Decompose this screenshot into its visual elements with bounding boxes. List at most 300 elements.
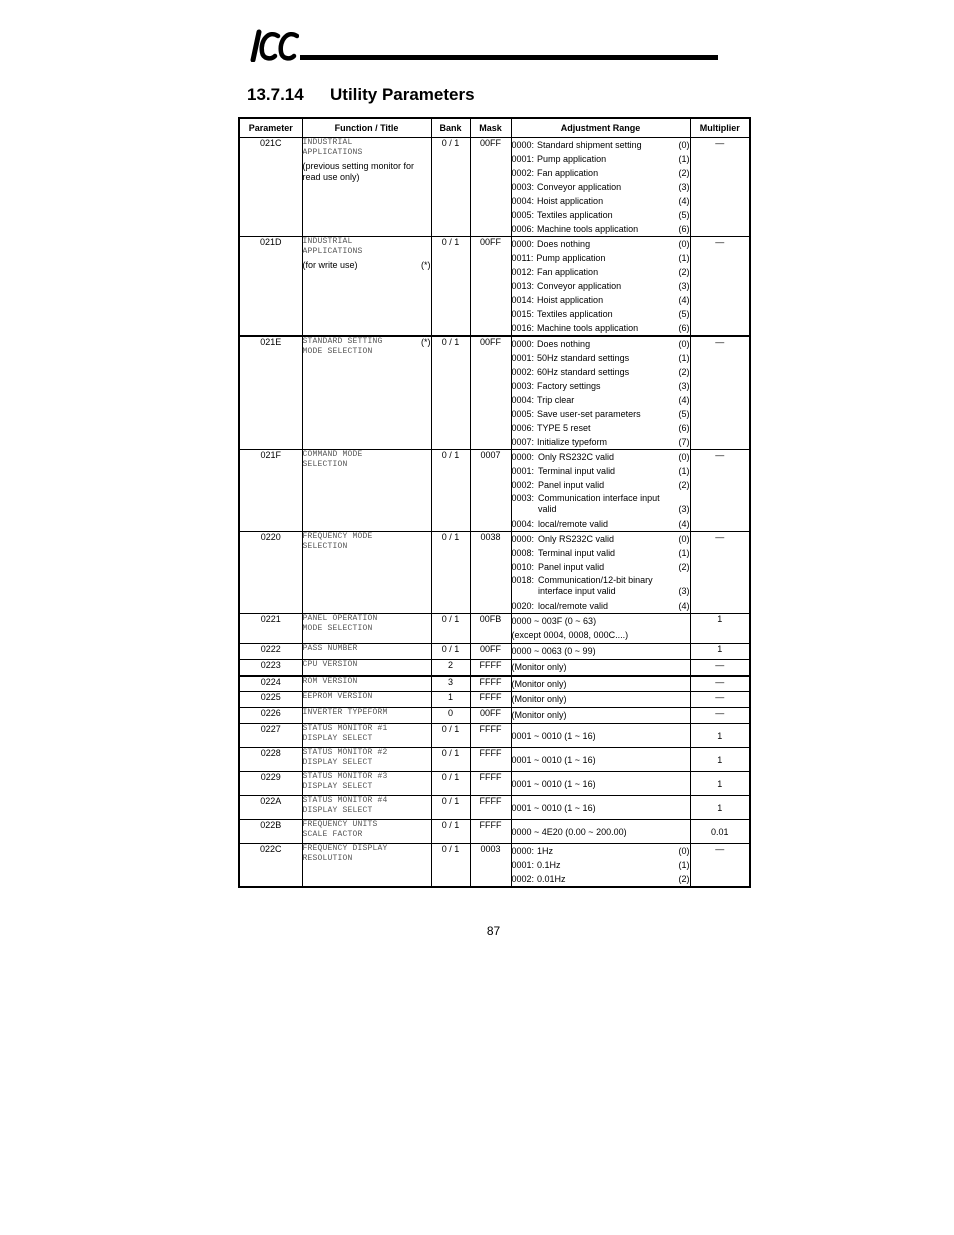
range-option-text [512,321,675,335]
table-row [239,138,750,237]
function-title-row [303,644,431,654]
function-cell [302,644,431,660]
function-title: EEPROM VERSION [302,692,373,701]
range-option-text [512,560,675,574]
table-row [239,692,750,708]
range-option-value: (1) [678,353,690,363]
range-option-label: Communication/12-bit binary interface input valid [538,575,653,596]
function-title-row [303,844,431,864]
function-title: COMMAND MODE SELECTION [302,450,363,469]
range-option-code: 0004: [511,395,535,405]
range-option-label: 50Hz standard settings [537,353,630,363]
function-title-row [303,614,431,634]
range-option-value: (2) [678,480,690,490]
range-option-code: 0001: [511,860,535,870]
multiplier-cell: — [690,336,750,450]
function-title: INDUSTRIAL APPLICATIONS [302,237,363,256]
parameter-cell: 022B [239,820,302,844]
mask-cell: 0003 [470,844,511,888]
range-option-value: (1) [678,548,690,558]
function-title-row [303,138,431,158]
adjustment-range-cell [511,692,690,708]
range-option-code: 0001: [511,154,535,164]
range-option [512,858,690,872]
function-title: ROM VERSION [302,676,358,686]
range-option-text [512,435,675,449]
range-option-value: (2) [678,874,690,884]
function-cell [302,748,431,772]
function-title-row [303,337,431,357]
range-option-label: 60Hz standard settings [537,367,630,377]
function-cell [302,450,431,532]
range-option-label: Standard shipment setting [537,140,642,150]
bank-cell: 0 / 1 [431,532,470,614]
range-option-value: (5) [678,210,690,220]
range-option-text [512,546,675,560]
function-cell [302,336,431,450]
range-option [512,872,690,886]
function-title: FREQUENCY MODE SELECTION [302,532,373,551]
range-option-code: 0001: [511,353,535,363]
range-option [512,532,690,546]
range-option [512,421,690,435]
range-option-code: 0015: [511,309,535,319]
range-option-value: (2) [678,367,690,377]
range-option [512,208,690,222]
parameter-cell: 0229 [239,772,302,796]
range-option-label: Textiles application [537,210,613,220]
multiplier-cell: — [690,450,750,532]
adjustment-range-cell [511,660,690,676]
range-text: 0000 ~ 003F (0 ~ 63) [511,616,597,626]
range-option-value: (4) [678,601,690,611]
range-option [512,407,690,421]
range-option [512,180,690,194]
function-title: STATUS MONITOR #4 DISPLAY SELECT [302,796,388,815]
range-text: 0001 ~ 0010 (1 ~ 16) [511,802,596,813]
function-cell [302,772,431,796]
table-row [239,450,750,532]
table-row [239,237,750,337]
range-option-label: 0.01Hz [537,874,566,884]
range-option-value: (6) [678,423,690,433]
range-option-value: (3) [678,504,690,514]
range-option [512,844,690,858]
range-option-value: (0) [678,534,690,544]
range-option-code: 0003: [511,381,535,391]
range-option [512,265,690,279]
range-option-code: 0000: [511,239,535,249]
range-option-code: 0001: [511,466,535,476]
range-option-code: 0004: [511,519,535,529]
range-option [512,546,690,560]
function-title: FREQUENCY DISPLAY RESOLUTION [302,844,388,863]
function-title-row [303,660,431,670]
range-option-text [512,166,675,180]
range-text: (Monitor only) [511,710,567,720]
range-option-label: Panel input valid [538,562,605,572]
column-header: Parameter [239,118,302,138]
range-option-value: (0) [678,339,690,349]
adjustment-range-cell [511,724,690,748]
range-option-code: 0002: [511,168,535,178]
range-option-value: (1) [678,466,690,476]
range-option-text [512,180,675,194]
function-cell [302,796,431,820]
range-option [512,492,690,517]
range-option-label: Pump application [536,253,606,263]
range-option-label: Does nothing [537,339,591,349]
bank-cell: 0 / 1 [431,748,470,772]
function-cell [302,237,431,337]
multiplier-cell: 1 [690,772,750,796]
function-cell [302,138,431,237]
bank-cell: 0 / 1 [431,138,470,237]
function-title: PANEL OPERATION MODE SELECTION [302,614,378,633]
range-option-code: 0005: [511,409,535,419]
range-option [512,279,690,293]
range-option [512,194,690,208]
range-option-value: (3) [678,586,690,596]
range-option-text [512,222,675,236]
range-option [512,560,690,574]
range-option-text [512,293,675,307]
mask-cell: FFFF [470,676,511,692]
adjustment-range-cell [511,748,690,772]
range-option-text [512,532,675,546]
adjustment-range-cell [511,708,690,724]
range-option-text [512,844,675,858]
range-option-text [512,194,675,208]
table-row [239,644,750,660]
function-cell [302,614,431,644]
range-text: 0001 ~ 0010 (1 ~ 16) [511,778,596,789]
parameter-cell: 0225 [239,692,302,708]
header-rule [300,55,718,60]
range-option-label: Only RS232C valid [538,452,615,462]
function-note: (for write use) [302,260,358,270]
function-title-row [303,748,431,768]
parameter-cell: 021E [239,336,302,450]
mask-cell: FFFF [470,748,511,772]
parameter-cell: 0223 [239,660,302,676]
table-row [239,708,750,724]
range-option-text [512,393,675,407]
range-option-value: (0) [678,239,690,249]
bank-cell: 0 / 1 [431,724,470,748]
function-title: STATUS MONITOR #1 DISPLAY SELECT [302,724,388,743]
function-title: STATUS MONITOR #3 DISPLAY SELECT [302,772,388,791]
multiplier-cell: 1 [690,644,750,660]
range-option-code: 0011: [511,253,534,263]
mask-cell: FFFF [470,660,511,676]
adjustment-range-cell [511,676,690,692]
table-row [239,748,750,772]
function-title-row [303,796,431,816]
range-option-value: (6) [678,224,690,234]
function-cell [302,660,431,676]
table-row [239,676,750,692]
range-option-label: local/remote valid [538,519,609,529]
bank-cell: 1 [431,692,470,708]
range-option [512,166,690,180]
function-title: CPU VERSION [302,660,358,669]
range-option-code: 0002: [511,874,535,884]
column-header: Bank [431,118,470,138]
function-title-row [303,532,431,552]
multiplier-cell: — [690,844,750,888]
range-option-code: 0000: [511,339,535,349]
bank-cell: 0 / 1 [431,450,470,532]
adjustment-range-cell [511,796,690,820]
bank-cell: 0 / 1 [431,336,470,450]
bank-cell: 0 / 1 [431,820,470,844]
range-option-code: 0003: [511,182,535,192]
bank-cell: 0 / 1 [431,844,470,888]
parameter-cell: 021F [239,450,302,532]
adjustment-range-cell [511,237,690,337]
range-option-code: 0006: [511,423,535,433]
range-option-text [512,351,675,365]
range-option [512,599,690,613]
range-option-label: Conveyor application [537,281,622,291]
function-title-row [303,237,431,257]
range-option [512,393,690,407]
function-mark: (*) [421,337,431,347]
section-number: 13.7.14 [247,85,304,104]
adjustment-range-cell [511,772,690,796]
range-option [512,293,690,307]
table-row [239,532,750,614]
range-option [512,478,690,492]
range-text: (Monitor only) [511,694,567,704]
range-option-text [512,138,675,152]
function-cell [302,532,431,614]
mask-cell: 00FF [470,237,511,337]
parameter-cell: 022A [239,796,302,820]
function-title: STANDARD SETTING MODE SELECTION [302,337,383,356]
mask-cell: 0007 [470,450,511,532]
adjustment-range-cell [511,644,690,660]
range-option [512,450,690,464]
column-header: Mask [470,118,511,138]
range-option-text [512,599,675,613]
multiplier-cell: 1 [690,748,750,772]
adjustment-range-cell [511,138,690,237]
range-option-text [512,379,675,393]
range-text: 0000 ~ 0063 (0 ~ 99) [511,646,596,656]
range-option [512,379,690,393]
range-option-label: Factory settings [537,381,601,391]
range-option-label: Panel input valid [538,480,605,490]
mask-cell: 00FF [470,644,511,660]
range-option [512,351,690,365]
function-cell [302,692,431,708]
range-option-label: Terminal input valid [538,548,616,558]
range-option [512,337,690,351]
range-text: 0001 ~ 0010 (1 ~ 16) [511,730,596,741]
parameter-cell: 021C [239,138,302,237]
parameter-cell: 0220 [239,532,302,614]
range-option-text [512,478,675,492]
range-option-value: (1) [678,154,690,164]
range-option-label: Does nothing [537,239,591,249]
parameter-cell: 0227 [239,724,302,748]
function-note-row [303,161,431,183]
range-option-code: 0005: [511,210,535,220]
table-row [239,772,750,796]
range-text: (Monitor only) [511,678,567,689]
range-option-code: 0016: [511,323,535,333]
function-title-row [303,772,431,792]
bank-cell: 0 / 1 [431,237,470,337]
bank-cell: 0 [431,708,470,724]
column-header: Multiplier [690,118,750,138]
range-option-label: Hoist application [537,295,604,305]
range-option-value: (4) [678,519,690,529]
table-row [239,724,750,748]
range-option-label: Pump application [537,154,607,164]
range-option-code: 0003: [511,493,535,503]
bank-cell: 0 / 1 [431,614,470,644]
range-option-label: Textiles application [537,309,613,319]
table-row [239,820,750,844]
function-title-row [303,450,431,470]
function-cell [302,708,431,724]
range-option-label: Fan application [537,267,599,277]
range-option-value: (4) [678,395,690,405]
adjustment-range-cell [511,532,690,614]
function-title-row [303,724,431,744]
multiplier-cell: 1 [690,796,750,820]
range-option-code: 0010: [511,562,535,572]
function-title: FREQUENCY UNITS SCALE FACTOR [302,820,378,839]
range-option-label: Only RS232C valid [538,534,615,544]
function-cell [302,724,431,748]
function-cell [302,844,431,888]
range-option-label: local/remote valid [538,601,609,611]
range-option-text [512,858,675,872]
range-option-label: Conveyor application [537,182,622,192]
function-title-row [303,820,431,840]
range-option-value: (2) [678,267,690,277]
range-option-value: (2) [678,168,690,178]
range-option-text [512,337,675,351]
range-option-code: 0020: [511,601,535,611]
range-option-label: Hoist application [537,196,604,206]
multiplier-cell: — [690,676,750,692]
multiplier-cell: — [690,532,750,614]
function-title-row [303,677,431,687]
range-option-value: (5) [678,409,690,419]
range-option-text [512,237,675,251]
range-option-code: 0000: [511,846,535,856]
range-option [512,464,690,478]
parameter-cell: 0222 [239,644,302,660]
range-option-text [512,407,675,421]
range-text: (Monitor only) [511,662,567,672]
range-option [512,222,690,236]
range-option [512,237,690,251]
range-option-value: (4) [678,295,690,305]
parameter-cell: 0224 [239,676,302,692]
table-row [239,844,750,888]
range-option-code: 0018: [511,575,535,585]
range-option-code: 0008: [511,548,535,558]
range-option-value: (3) [678,381,690,391]
range-option-value: (4) [678,196,690,206]
range-option-code: 0000: [511,140,535,150]
table-row [239,660,750,676]
range-option-value: (7) [678,437,690,447]
range-option-text [512,517,675,531]
mask-cell: FFFF [470,724,511,748]
multiplier-cell: 1 [690,614,750,644]
range-option-code: 0014: [511,295,535,305]
range-option-text [512,421,675,435]
function-title: PASS NUMBER [302,644,358,653]
table-row [239,796,750,820]
range-option-label: 1Hz [537,846,554,856]
utility-parameters-table [238,117,751,888]
mask-cell: 0038 [470,532,511,614]
range-option-code: 0012: [511,267,535,277]
function-note: (previous setting monitor for read use only) [302,161,415,182]
range-option [512,138,690,152]
range-option-text [512,450,675,464]
multiplier-cell: — [690,237,750,337]
range-text: 0000 ~ 4E20 (0.00 ~ 200.00) [511,826,627,837]
mask-cell: 00FB [470,614,511,644]
range-text: (except 0004, 0008, 000C....) [511,630,629,640]
function-title-row [303,692,431,702]
parameter-cell: 0228 [239,748,302,772]
function-cell [302,676,431,692]
range-option-value: (1) [678,253,690,263]
bank-cell: 2 [431,660,470,676]
range-option [512,365,690,379]
multiplier-cell: — [690,708,750,724]
range-option-label: Fan application [537,168,599,178]
multiplier-cell: — [690,660,750,676]
range-option-label: Communication interface input valid [538,493,660,514]
range-option-label: Trip clear [537,395,575,405]
mask-cell: FFFF [470,820,511,844]
range-option-text [512,365,675,379]
function-note-row [303,260,431,271]
range-option-label: Machine tools application [537,323,639,333]
range-option-text [512,872,675,886]
range-option-label: Terminal input valid [538,466,616,476]
adjustment-range-cell [511,614,690,644]
range-option [512,152,690,166]
section-name: Utility Parameters [330,85,475,104]
range-option-label: TYPE 5 reset [537,423,591,433]
range-option-label: Initialize typeform [537,437,608,447]
range-option-label: 0.1Hz [537,860,561,870]
range-option-text [512,208,675,222]
range-option-text [512,493,675,515]
mask-cell: FFFF [470,692,511,708]
range-option-code: 0004: [511,196,535,206]
icc-logo [247,28,299,62]
range-text: 0001 ~ 0010 (1 ~ 16) [511,754,596,765]
range-option [512,307,690,321]
range-option-text [512,265,675,279]
function-title-row [303,708,431,718]
function-note-mark: (*) [421,260,431,270]
adjustment-range-cell [511,336,690,450]
